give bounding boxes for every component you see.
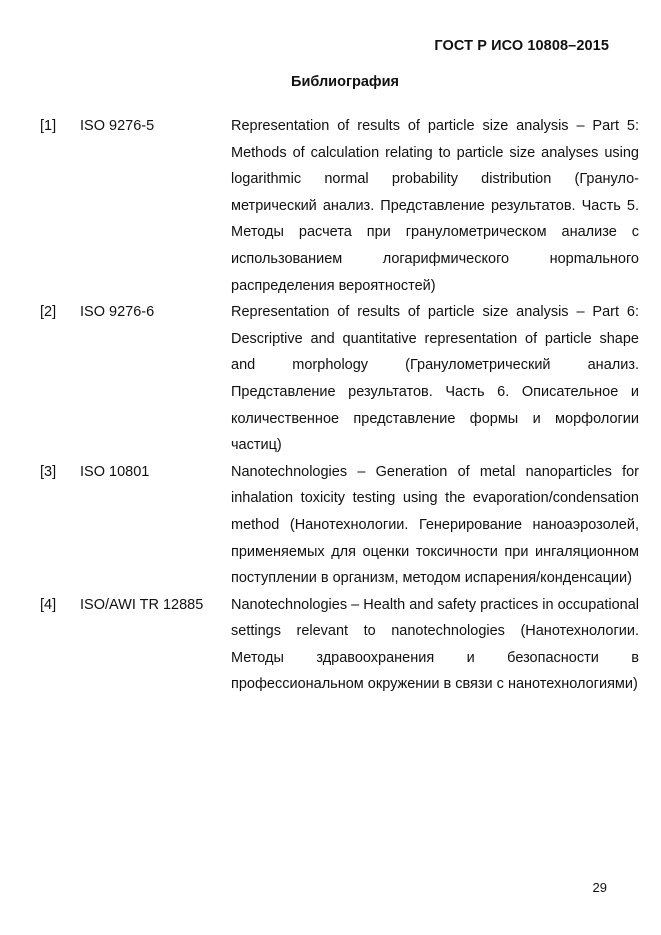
entry-standard-code: ISO 9276-6 (80, 304, 155, 321)
bibliography-entry-2 (40, 299, 639, 459)
document-code: ГОСТ Р ИСО 10808–2015 (434, 38, 609, 54)
entry-number: [3] (40, 463, 57, 480)
entry-description: Representation of results of particle size analysis – Part 6: Descriptive and quantitative representation of particle shape and morphology (Гранулометрический анализ. Представление результатов. Часть 6. Описательное и количественное представление формы и морфологии частиц) (231, 304, 639, 454)
bibliography-entry-3 (40, 459, 639, 592)
entry-description: Nanotechnologies – Health and safety practices in occupational settings relevant to nanotechnologies (Нанотехнологии. Методы здравоохранения и безопасности в профессиональном окружении в связи с нанотехнологиями) (231, 596, 639, 693)
entry-number: [4] (40, 596, 57, 613)
entry-standard-code: ISO/AWI TR 12885 (80, 596, 204, 613)
entry-standard-code: ISO 9276-5 (80, 118, 155, 134)
bibliography-entry-4 (40, 592, 639, 698)
entry-standard-code: ISO 10801 (80, 463, 150, 480)
bibliography-title: Библиография (291, 74, 399, 90)
page-number: 29 (592, 880, 607, 895)
entry-description: Representation of results of particle size analysis – Part 5: Methods of calculation relating to particle size analyses using logarithmic normal probability distribution (Гранулометрический анализ. Представление результатов. Часть 5. Методы расчета при гранулометрическом анализе с использованием логарифмического норmального распределения вероятностей) (231, 118, 639, 294)
entry-description: Nanotechnologies – Generation of metal nanoparticles for inhalation toxicity testing using the evaporation/condensation method (Нанотехнологии. Генерирование наноаэрозолей, применяемых для оценки токсичности при ингаляционном поступлении в организм, методом испарения/конденсации) (231, 463, 639, 587)
entry-number: [2] (40, 304, 57, 321)
bibliography-entry-1 (40, 113, 639, 299)
bibliography-list (40, 113, 639, 698)
entry-number: [1] (40, 118, 57, 134)
